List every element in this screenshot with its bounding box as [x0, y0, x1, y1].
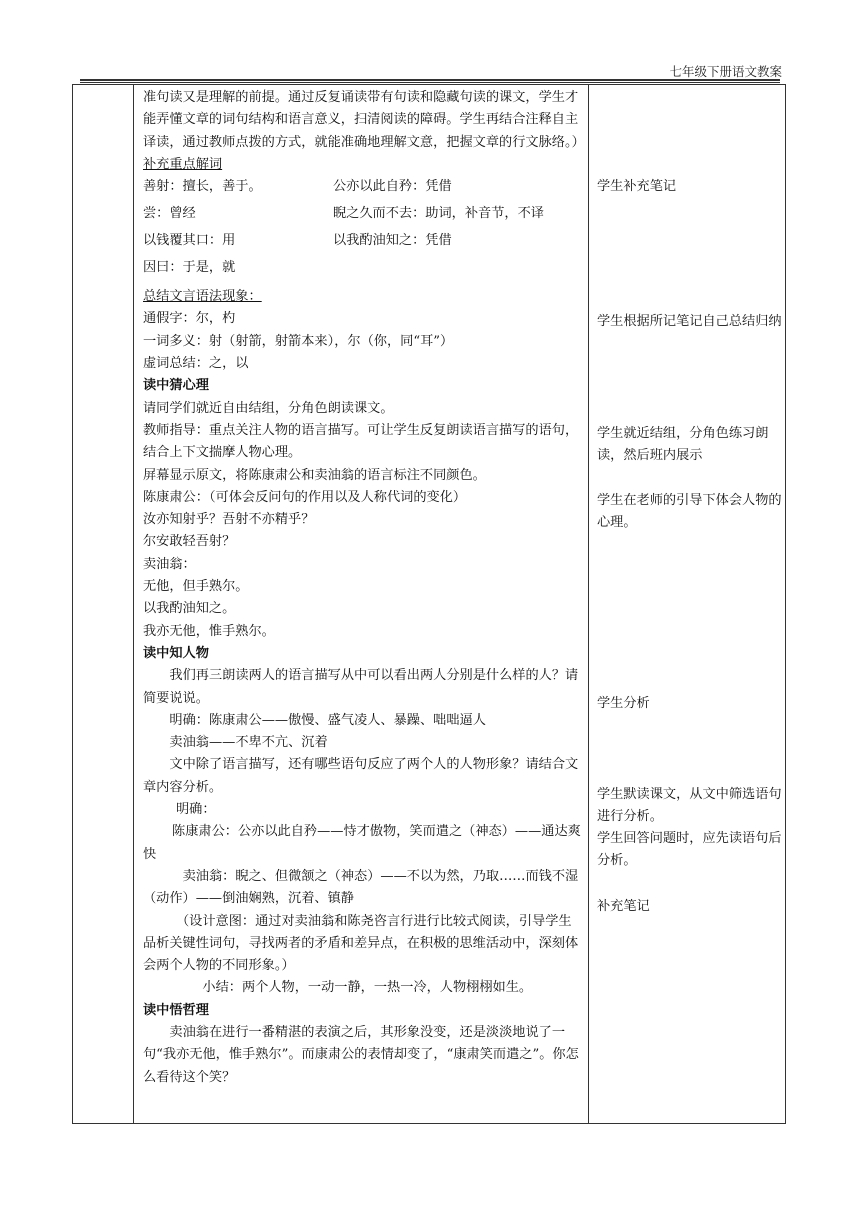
- summary: 小结：两个人物，一动一静，一热一冷，人物栩栩如生。: [202, 980, 533, 996]
- side-note-psychology: 学生在老师的引导下体会人物的心理。: [597, 493, 782, 530]
- side-note-grouping: 学生就近结组，分角色练习朗读，然后班内展示: [597, 426, 769, 463]
- sec1-line: 无他，但手熟尔。: [143, 579, 249, 595]
- sec1-line: 教师指导：重点关注人物的语言描写。可让学生反复朗读语言描写的语句，结合上下文揣摩人物心理。: [143, 422, 579, 461]
- side-note-analysis: 学生分析: [597, 696, 650, 711]
- sec1-line: 汝亦知射乎？吾射不亦精乎？: [143, 512, 315, 528]
- grammar-line: 通假字：尔，杓: [143, 311, 236, 327]
- sec1-line: 卖油翁：: [143, 556, 196, 572]
- vocab-row: [143, 230, 583, 257]
- vocab-right: 公亦以此自矜：凭借: [333, 179, 452, 195]
- question-2: 文中除了语言描写，还有哪些语句反应了两个人的人物形象？请结合文章内容分析。: [143, 757, 579, 795]
- column-divider-2: [588, 85, 589, 1123]
- answer-1: 明确：陈康肃公——傲慢、盛气凌人、暴躁、咄咄逼人: [169, 712, 486, 728]
- section-title-psychology: 读中猜心理: [143, 378, 209, 394]
- sec1-line: 陈康肃公：（可体会反问句的作用以及人称代词的变化）: [143, 489, 467, 505]
- side-note-supplement: 补充笔记: [597, 899, 650, 914]
- clarify-label: 明确：: [176, 802, 216, 818]
- header-title: 七年级下册语文教案: [669, 64, 782, 79]
- section-title-philosophy: 读中悟哲理: [143, 1002, 209, 1018]
- header-rule: [80, 79, 780, 81]
- sec1-line: 屏幕显示原文，将陈康肃公和卖油翁的语言标注不同颜色。: [143, 467, 486, 483]
- vocab-right: 以我酌油知之：凭借: [333, 233, 452, 249]
- grammar-line: 一词多义：射（射箭，射箭本来），尔（你，同“耳”）: [143, 333, 454, 349]
- column-divider-1: [133, 85, 134, 1123]
- grammar-title: 总结文言语法现象：: [143, 289, 262, 305]
- clarify-seller: 卖油翁：睨之、但微颔之（神态）——不以为然，乃取……而钱不湿（动作）——倒油娴熟，沉着、镇静: [143, 868, 579, 907]
- vocab-left: 善射：擅长，善于。: [143, 179, 262, 195]
- vocab-right: 睨之久而不去：助词，补音节，不译: [333, 206, 544, 222]
- side-note-silent-read: 学生默读课文，从文中筛选语句进行分析。: [597, 787, 782, 824]
- sec1-line: 我亦无他，惟手熟尔。: [143, 623, 275, 639]
- sec1-line: 以我酌油知之。: [143, 601, 236, 617]
- answer-2: 卖油翁——不卑不亢、沉着: [169, 735, 328, 751]
- section-title-characters: 读中知人物: [143, 645, 209, 661]
- sec1-line: 尔安敢轻吾射？: [143, 534, 236, 550]
- side-note-answer: 学生回答问题时，应先读语句后分析。: [597, 831, 782, 868]
- design-intent: （设计意图：通过对卖油翁和陈尧咨言行进行比较式阅读，引导学生品析关键性词句，寻找两者的矛盾和差异点，在积极的思维活动中，深刻体会两个人物的不同形象。）: [143, 913, 579, 974]
- vocab-row: [143, 203, 583, 230]
- sec3-paragraph: 卖油翁在进行一番精湛的表演之后，其形象没变，还是淡淡地说了一句“我亦无他，惟手熟尔”。而康肃公的表情却变了，“康肃笑而遣之”。你怎么看待这个笑？: [143, 1024, 579, 1085]
- intro-paragraph: 准句读又是理解的前提。通过反复诵读带有句读和隐藏句读的课文，学生才能弄懂文章的词句结构和语言意义，扫清阅读的障碍。学生再结合注释自主译读，通过教师点拨的方式，就能准确地理解文意，把握文章的行文脉络。）: [143, 90, 585, 150]
- vocab-row: [143, 257, 583, 284]
- vocab-title: 补充重点解词: [143, 156, 223, 172]
- vocab-row: [143, 176, 583, 203]
- side-note-summary: 学生根据所记笔记自己总结归纳: [597, 314, 782, 329]
- vocab-left: 因曰：于是，就: [143, 260, 236, 276]
- vocab-left: 以钱覆其口：用: [143, 233, 236, 249]
- lesson-table: [72, 84, 786, 1124]
- sec1-line: 请同学们就近自由结组，分角色朗读课文。: [143, 400, 394, 416]
- clarify-chen: 陈康肃公：公亦以此自矜——恃才傲物，笑而遣之（神态）——通达爽快: [143, 824, 581, 862]
- header-rule-thin: [80, 82, 780, 83]
- question-1: 我们再三朗读两人的语言描写从中可以看出两人分别是什么样的人？请简要说说。: [143, 668, 579, 706]
- side-note-notes: 学生补充笔记: [597, 179, 677, 194]
- main-column: [143, 87, 583, 1089]
- grammar-line: 虚词总结：之，以: [143, 356, 249, 372]
- vocab-left: 尝：曾经: [143, 206, 196, 222]
